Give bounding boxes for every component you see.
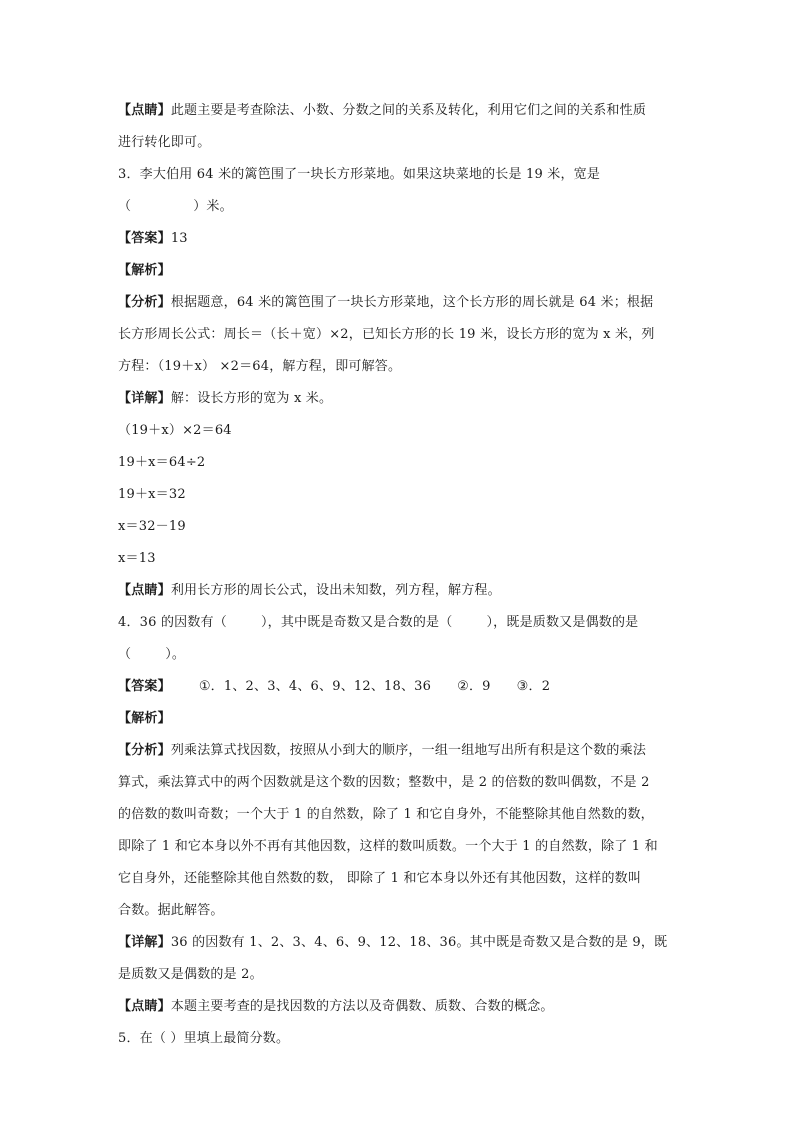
dianjing-line-1 xyxy=(118,101,678,121)
q3-step-5: x＝13 xyxy=(118,551,156,566)
q4-answer-3: ③．2 xyxy=(516,679,551,694)
question-3-text: 3．李大伯用 64 米的篱笆围了一块长方形菜地。如果这块菜地的长是 19 米，宽是 xyxy=(118,167,601,182)
q4-dianjing-line xyxy=(118,997,678,1017)
q3-fenxi-line-2: 长方形周长公式：周长＝（长＋宽）×2，已知长方形的长 19 米，设长方形的宽为 x 米，列 xyxy=(118,327,655,342)
q3-fenxi-line-3: 方程：（19＋x） ×2＝64，解方程，即可解答。 xyxy=(118,359,402,374)
q3-xiangjie-text: 解：设长方形的宽为 x 米。 xyxy=(170,391,333,406)
blank-close-paren: ）。 xyxy=(165,647,186,662)
blank-open-paren: （ xyxy=(118,199,132,214)
blank-open-paren: （ xyxy=(118,647,132,662)
q3-jiexi-tag xyxy=(118,261,678,281)
answer-tag: 【答案】 xyxy=(118,231,171,246)
fenxi-tag: 【分析】 xyxy=(118,295,171,310)
jiexi-tag: 【解析】 xyxy=(118,263,171,278)
answer-tag: 【答案】 xyxy=(118,679,171,694)
q3-step-3: 19＋x＝32 xyxy=(118,487,186,502)
q4-answer-1: ①．1、2、3、4、6、9、12、18、36 xyxy=(198,679,432,694)
q4-fenxi-line-6: 合数。据此解答。 xyxy=(118,903,224,918)
q4-fenxi-line-2: 算式，乘法算式中的两个因数就是这个数的因数；整数中，是 2 的倍数的数叫偶数，不是 2 xyxy=(118,775,650,790)
q3-answer-line xyxy=(118,229,678,249)
question-4-blank-line xyxy=(118,645,678,665)
jiexi-tag: 【解析】 xyxy=(118,711,171,726)
q3-fenxi-text-1: 根据题意，64 米的篱笆围了一块长方形菜地，这个长方形的周长就是 64 米；根据 xyxy=(170,295,654,310)
q4-answer-2: ②．9 xyxy=(457,679,491,694)
q4-dianjing-text: 本题主要考查的是找因数的方法以及奇偶数、质数、合数的概念。 xyxy=(170,999,554,1014)
q3-step-2: 19＋x＝64÷2 xyxy=(118,455,206,470)
q3-dianjing-text: 利用长方形的周长公式，设出未知数，列方程，解方程。 xyxy=(170,583,501,598)
q4-fenxi-line-1 xyxy=(118,741,678,761)
q4-fenxi-line-5: 它自身外，还能整除其他自然数的数， 即除了 1 和它本身以外还有其他因数，这样的数叫 xyxy=(118,871,642,886)
q4-fenxi-line-4: 即除了 1 和它本身以外不再有其他因数，这样的数叫质数。一个大于 1 的自然数，除了 1 和 xyxy=(118,839,658,854)
question-5-text: 5．在（ ）里填上最简分数。 xyxy=(118,1031,290,1046)
q4-xiangjie-line-2: 是质数又是偶数的是 2。 xyxy=(118,967,263,982)
fenxi-tag: 【分析】 xyxy=(118,743,171,758)
q3-step-4: x＝32－19 xyxy=(118,519,186,534)
q4-fenxi-text-1: 列乘法算式找因数，按照从小到大的顺序，一组一组地写出所有积是这个数的乘法 xyxy=(170,743,647,758)
q3-dianjing-line xyxy=(118,581,678,601)
dianjing-tag: 【点睛】 xyxy=(118,103,171,118)
question-4-text xyxy=(118,613,678,633)
q4-xiangjie-text-1: 36 的因数有 1、2、3、4、6、9、12、18、36。其中既是奇数又是合数的是 9，既 xyxy=(170,935,668,950)
dianjing-tag: 【点睛】 xyxy=(118,583,171,598)
q4-xiangjie-line-1 xyxy=(118,933,678,953)
q3-fenxi-line-1 xyxy=(118,293,678,313)
q4-part-b: ），其中既是奇数又是合数的是（ xyxy=(260,615,453,630)
q4-jiexi-tag xyxy=(118,709,678,729)
xiangjie-tag: 【详解】 xyxy=(118,391,171,406)
q4-fenxi-line-3: 的倍数的数叫奇数；一个大于 1 的自然数，除了 1 和它自身外，不能整除其他自然数的数， xyxy=(118,807,654,822)
dianjing-tag: 【点睛】 xyxy=(118,999,171,1014)
xiangjie-tag: 【详解】 xyxy=(118,935,171,950)
q3-xiangjie-line xyxy=(118,389,678,409)
blank-close-paren: ）米。 xyxy=(193,199,233,214)
dianjing-text: 此题主要是考查除法、小数、分数之间的关系及转化，利用它们之间的关系和性质 xyxy=(170,103,647,118)
q4-part-a: 4．36 的因数有（ xyxy=(118,615,227,630)
q3-step-1: （19＋x）×2＝64 xyxy=(118,423,232,438)
q4-answer-line xyxy=(118,677,678,697)
dianjing-line-2: 进行转化即可。 xyxy=(118,135,211,150)
q4-part-c: ），既是质数又是偶数的是 xyxy=(486,615,639,630)
q3-answer-value: 13 xyxy=(170,231,188,246)
question-3-blank-line xyxy=(118,197,678,217)
